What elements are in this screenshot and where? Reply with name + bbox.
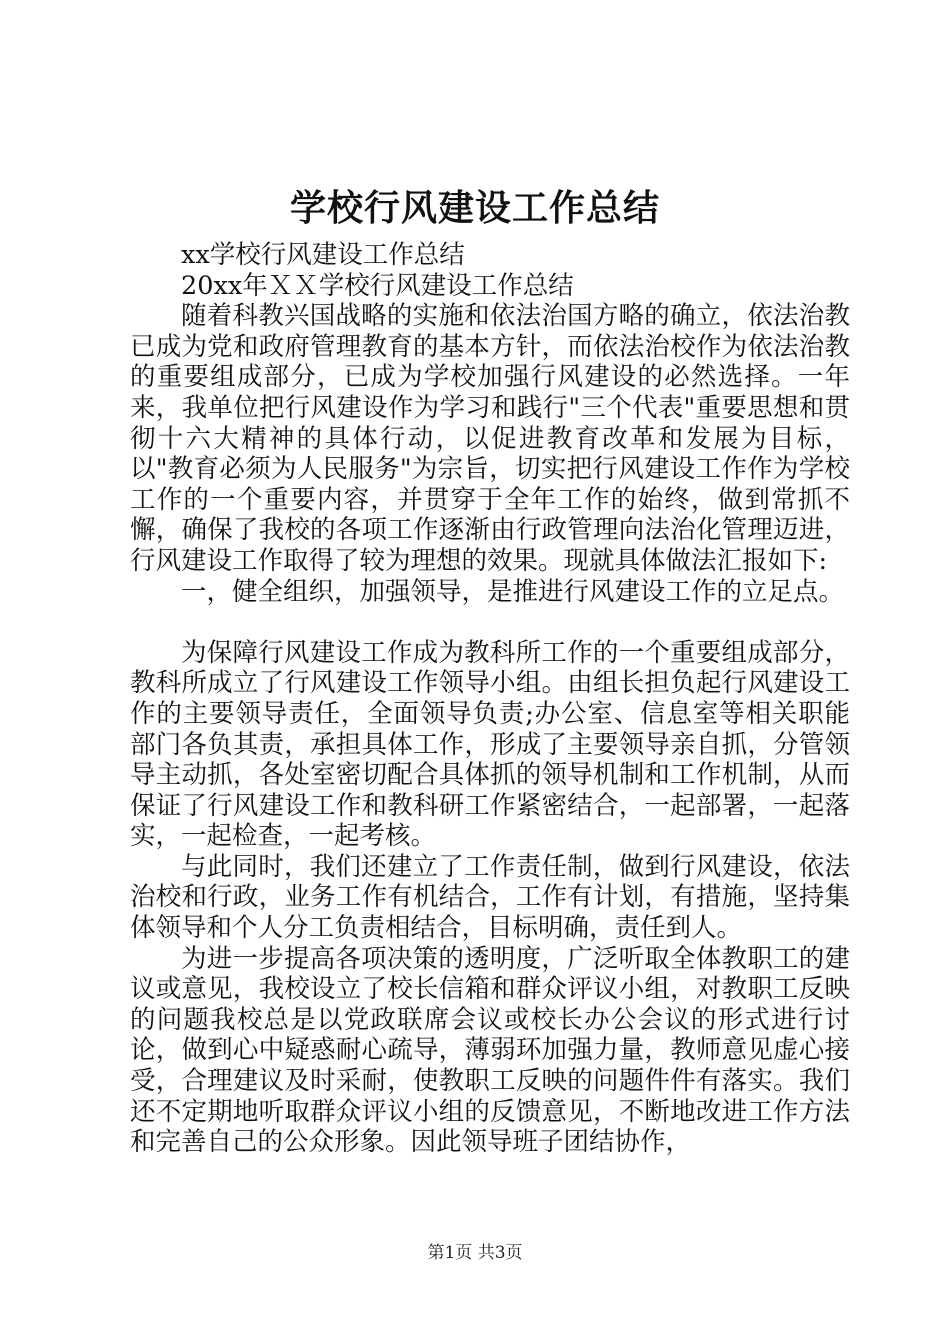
paragraph-intro: 随着科教兴国战略的实施和依法治国方略的确立，依法治教已成为党和政府管理教育的基本方针，而依法治校作为依法治教的重要组成部分，已成为学校加强行风建设的必然选择。一年来，我单位把行风建设作为学习和践行"三个代表"重要思想和贯彻十六大精神的具体行动，以促进教育改革和发展为目标，以"教育必须为人民服务"为宗旨，切实把行风建设工作作为学校工作的一个重要内容，并贯穿于全年工作的始终，做到常抓不懈，确保了我校的各项工作逐渐由行政管理向法治化管理迈进，行风建设工作取得了较为理想的效果。现就具体做法汇报如下: — [130, 301, 850, 576]
page-footer: 第1页 共3页 — [427, 1243, 523, 1263]
paragraph-responsibility: 与此同时，我们还建立了工作责任制，做到行风建设，依法治校和行政，业务工作有机结合，工作有计划，有措施，坚持集体领导和个人分工负责相结合，目标明确，责任到人。 — [130, 851, 850, 944]
section-heading-1: 一，健全组织，加强领导，是推进行风建设工作的立足点。 — [181, 576, 845, 607]
paragraph-subtitle-2: 20xx年ＸＸ学校行风建设工作总结 — [181, 270, 574, 301]
paragraph-transparency: 为进一步提高各项决策的透明度，广泛听取全体教职工的建议或意见，我校设立了校长信箱和群众评议小组，对教职工反映的问题我校总是以党政联席会议或校长办公会议的形式进行讨论，做到心中疑惑耐心疏导，薄弱环加强力量，教师意见虚心接受，合理建议及时采耐，使教职工反映的问题件件有落实。我们还不定期地听取群众评议小组的反馈意见，不断地改进工作方法和完善自己的公众形象。因此领导班子团结协作， — [130, 943, 850, 1158]
paragraph-subtitle-1: xx学校行风建设工作总结 — [181, 240, 465, 270]
document-title: 学校行风建设工作总结 — [289, 187, 660, 229]
paragraph-organization: 为保障行风建设工作成为教科所工作的一个重要组成部分，教科所成立了行风建设工作领导小组。由组长担负起行风建设工作的主要领导责任，全面领导负责;办公室、信息室等相关职能部门各负其责，承担具体工作，形成了主要领导亲自抓，分管领导主动抓，各处室密切配合具体抓的领导机制和工作机制，从而保证了行风建设工作和教科研工作紧密结合，一起部署，一起落实，一起检查，一起考核。 — [130, 637, 850, 852]
document-body — [130, 240, 850, 1158]
